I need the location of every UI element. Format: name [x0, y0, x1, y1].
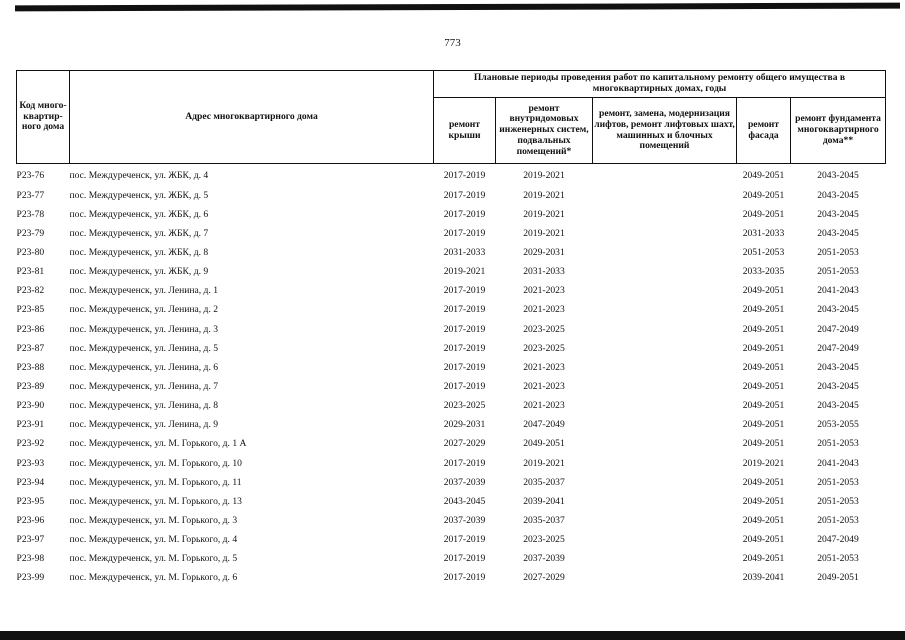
- row-code: P23-76: [16, 170, 45, 182]
- row-facade: 2039-2041: [742, 572, 785, 584]
- bottom-scan-border: [0, 631, 905, 640]
- table-row: [17, 355, 886, 374]
- row-facade: 2049-2051: [742, 400, 785, 412]
- row-facade: 2019-2021: [742, 457, 785, 469]
- header-foundation: ремонт фундамента многоквартирного дома**: [791, 98, 886, 164]
- row-engineering: 2019-2021: [523, 457, 565, 469]
- row-facade: 2049-2051: [742, 514, 785, 526]
- row-code: P23-78: [16, 208, 45, 220]
- row-address: пос. Междуреченск, ул. ЖБК, д. 4: [69, 170, 209, 182]
- header-roof: ремонт крыши: [434, 98, 496, 164]
- row-lifts: [593, 489, 737, 508]
- row-code: P23-85: [16, 304, 45, 316]
- row-engineering: 2021-2023: [523, 361, 565, 373]
- row-lifts: [593, 164, 737, 184]
- row-address: пос. Междуреченск, ул. ЖБК, д. 7: [69, 227, 209, 239]
- row-address: пос. Междуреченск, ул. М. Горького, д. 6: [69, 572, 238, 584]
- table-row: [17, 202, 886, 221]
- row-address: пос. Междуреченск, ул. Ленина, д. 9: [69, 419, 219, 431]
- row-lifts: [593, 260, 737, 279]
- row-foundation: 2051-2053: [817, 438, 859, 450]
- header-periods: Плановые периоды проведения работ по капитальному ремонту общего имущества в многоквартирных домах, годы: [434, 71, 886, 98]
- row-lifts: [593, 355, 737, 374]
- row-facade: 2049-2051: [742, 342, 785, 354]
- row-foundation: 2043-2045: [817, 304, 859, 316]
- row-engineering: 2039-2041: [523, 495, 565, 507]
- row-code: P23-77: [16, 189, 45, 201]
- row-engineering: 2037-2039: [523, 553, 565, 565]
- row-code: P23-88: [16, 361, 45, 373]
- row-lifts: [593, 202, 737, 221]
- row-code: P23-98: [16, 553, 45, 565]
- row-facade: 2049-2051: [742, 534, 785, 546]
- row-foundation: 2051-2053: [817, 246, 859, 258]
- row-facade: 2049-2051: [742, 170, 785, 182]
- row-address: пос. Междуреченск, ул. М. Горького, д. 13: [69, 495, 242, 507]
- row-roof: 2031-2033: [443, 246, 486, 258]
- row-address: пос. Междуреченск, ул. Ленина, д. 3: [69, 323, 219, 335]
- row-lifts: [593, 509, 737, 528]
- row-facade: 2049-2051: [742, 208, 785, 220]
- row-foundation: 2043-2045: [817, 208, 859, 220]
- row-code: P23-94: [16, 476, 45, 488]
- row-roof: 2019-2021: [443, 266, 486, 278]
- row-facade: 2049-2051: [742, 438, 785, 450]
- table-row: [17, 451, 886, 470]
- header-facade: ремонт фасада: [737, 98, 791, 164]
- row-lifts: [593, 470, 737, 489]
- row-engineering: 2031-2033: [523, 266, 565, 278]
- row-facade: 2049-2051: [742, 304, 785, 316]
- row-address: пос. Междуреченск, ул. М. Горького, д. 10: [69, 457, 242, 469]
- table-row: [17, 470, 886, 489]
- row-code: P23-96: [16, 514, 45, 526]
- row-code: P23-86: [16, 323, 45, 335]
- row-engineering: 2019-2021: [523, 227, 565, 239]
- row-roof: 2027-2029: [443, 438, 486, 450]
- row-foundation: 2043-2045: [817, 227, 859, 239]
- header-code: Код много-квартир-ного дома: [17, 71, 70, 164]
- table-row: [17, 375, 886, 394]
- row-address: пос. Междуреченск, ул. ЖБК, д. 6: [69, 208, 209, 220]
- row-facade: 2049-2051: [742, 285, 785, 297]
- row-foundation: 2051-2053: [817, 514, 859, 526]
- row-address: пос. Междуреченск, ул. Ленина, д. 5: [69, 342, 219, 354]
- row-foundation: 2043-2045: [817, 189, 859, 201]
- row-code: P23-79: [16, 227, 45, 239]
- row-facade: 2049-2051: [742, 476, 785, 488]
- row-facade: 2049-2051: [742, 419, 785, 431]
- row-foundation: 2043-2045: [817, 361, 859, 373]
- row-lifts: [593, 317, 737, 336]
- row-lifts: [593, 241, 737, 260]
- row-lifts: [593, 279, 737, 298]
- row-engineering: 2019-2021: [523, 208, 565, 220]
- table-row: [17, 489, 886, 508]
- repair-schedule-table: [16, 70, 886, 585]
- table-row: [17, 183, 886, 202]
- row-foundation: 2043-2045: [817, 400, 859, 412]
- row-foundation: 2043-2045: [817, 170, 859, 182]
- row-foundation: 2043-2045: [817, 380, 859, 392]
- row-lifts: [593, 451, 737, 470]
- row-code: P23-80: [16, 246, 45, 258]
- row-code: P23-82: [16, 285, 45, 297]
- row-foundation: 2051-2053: [817, 266, 859, 278]
- row-foundation: 2053-2055: [817, 419, 859, 431]
- row-engineering: 2021-2023: [523, 304, 565, 316]
- row-engineering: 2023-2025: [523, 342, 565, 354]
- table-row: [17, 432, 886, 451]
- row-address: пос. Междуреченск, ул. Ленина, д. 1: [69, 285, 219, 297]
- header-engineering: ремонт внутридомовых инженерных систем, подвальных помещений*: [496, 98, 593, 164]
- row-lifts: [593, 566, 737, 585]
- row-facade: 2049-2051: [742, 553, 785, 565]
- row-engineering: 2027-2029: [523, 572, 565, 584]
- row-roof: 2017-2019: [443, 285, 486, 297]
- row-code: P23-92: [16, 438, 45, 450]
- row-code: P23-93: [16, 457, 45, 469]
- row-lifts: [593, 413, 737, 432]
- row-engineering: 2019-2021: [523, 189, 565, 201]
- row-foundation: 2051-2053: [817, 476, 859, 488]
- table-row: [17, 164, 886, 184]
- table-row: [17, 336, 886, 355]
- row-roof: 2017-2019: [443, 189, 486, 201]
- row-code: P23-81: [16, 266, 45, 278]
- row-facade: 2049-2051: [742, 323, 785, 335]
- row-roof: 2017-2019: [443, 208, 486, 220]
- row-address: пос. Междуреченск, ул. Ленина, д. 2: [69, 304, 219, 316]
- row-roof: 2037-2039: [443, 514, 486, 526]
- row-code: P23-97: [16, 534, 45, 546]
- row-address: пос. Междуреченск, ул. ЖБК, д. 5: [69, 189, 209, 201]
- row-roof: 2017-2019: [443, 361, 486, 373]
- row-roof: 2043-2045: [443, 495, 486, 507]
- row-engineering: 2035-2037: [523, 476, 565, 488]
- row-roof: 2017-2019: [443, 227, 486, 239]
- table-row: [17, 298, 886, 317]
- table-row: [17, 260, 886, 279]
- row-roof: 2029-2031: [443, 419, 486, 431]
- row-lifts: [593, 432, 737, 451]
- row-roof: 2017-2019: [443, 553, 486, 565]
- table-body: [17, 164, 886, 586]
- table-row: [17, 394, 886, 413]
- row-engineering: 2019-2021: [523, 170, 565, 182]
- row-facade: 2031-2033: [742, 227, 785, 239]
- row-address: пос. Междуреченск, ул. ЖБК, д. 8: [69, 246, 209, 258]
- row-lifts: [593, 221, 737, 240]
- table-row: [17, 547, 886, 566]
- row-foundation: 2041-2043: [817, 457, 859, 469]
- header-lifts: ремонт, замена, модернизация лифтов, ремонт лифтовых шахт, машинных и блочных помещений: [593, 98, 737, 164]
- row-foundation: 2041-2043: [817, 285, 859, 297]
- row-code: P23-99: [16, 572, 45, 584]
- table-row: [17, 413, 886, 432]
- row-engineering: 2035-2037: [523, 514, 565, 526]
- row-engineering: 2029-2031: [523, 246, 565, 258]
- row-roof: 2023-2025: [443, 400, 486, 412]
- table-row: [17, 241, 886, 260]
- row-roof: 2017-2019: [443, 457, 486, 469]
- row-lifts: [593, 528, 737, 547]
- row-code: P23-95: [16, 495, 45, 507]
- row-engineering: 2021-2023: [523, 380, 565, 392]
- row-lifts: [593, 183, 737, 202]
- row-address: пос. Междуреченск, ул. М. Горького, д. 3: [69, 514, 238, 526]
- row-lifts: [593, 298, 737, 317]
- row-facade: 2033-2035: [742, 266, 785, 278]
- row-facade: 2049-2051: [742, 495, 785, 507]
- row-roof: 2017-2019: [443, 342, 486, 354]
- row-lifts: [593, 394, 737, 413]
- row-engineering: 2021-2023: [523, 400, 565, 412]
- row-foundation: 2049-2051: [817, 572, 859, 584]
- row-address: пос. Междуреченск, ул. М. Горького, д. 5: [69, 553, 238, 565]
- row-lifts: [593, 375, 737, 394]
- header-address: Адрес многоквартирного дома: [70, 71, 434, 164]
- row-engineering: 2049-2051: [523, 438, 565, 450]
- row-roof: 2017-2019: [443, 170, 486, 182]
- row-engineering: 2023-2025: [523, 323, 565, 335]
- row-foundation: 2047-2049: [817, 323, 859, 335]
- row-roof: 2017-2019: [443, 380, 486, 392]
- row-code: P23-91: [16, 419, 45, 431]
- row-address: пос. Междуреченск, ул. М. Горького, д. 1 А: [69, 438, 247, 450]
- row-facade: 2049-2051: [742, 361, 785, 373]
- row-engineering: 2023-2025: [523, 534, 565, 546]
- table-row: [17, 221, 886, 240]
- row-engineering: 2047-2049: [523, 419, 565, 431]
- row-address: пос. Междуреченск, ул. М. Горького, д. 4: [69, 534, 238, 546]
- row-address: пос. Междуреченск, ул. М. Горького, д. 11: [69, 476, 242, 488]
- row-foundation: 2051-2053: [817, 495, 859, 507]
- row-roof: 2017-2019: [443, 572, 486, 584]
- row-foundation: 2047-2049: [817, 342, 859, 354]
- row-lifts: [593, 336, 737, 355]
- table-row: [17, 566, 886, 585]
- row-address: пос. Междуреченск, ул. Ленина, д. 6: [69, 361, 219, 373]
- row-foundation: 2051-2053: [817, 553, 859, 565]
- row-roof: 2017-2019: [443, 304, 486, 316]
- table-row: [17, 509, 886, 528]
- row-foundation: 2047-2049: [817, 534, 859, 546]
- row-code: P23-90: [16, 400, 45, 412]
- row-address: пос. Междуреченск, ул. ЖБК, д. 9: [69, 266, 209, 278]
- row-lifts: [593, 547, 737, 566]
- row-facade: 2051-2053: [742, 246, 785, 258]
- row-code: P23-87: [16, 342, 45, 354]
- row-facade: 2049-2051: [742, 189, 785, 201]
- row-facade: 2049-2051: [742, 380, 785, 392]
- row-engineering: 2021-2023: [523, 285, 565, 297]
- top-scan-border: [15, 3, 900, 12]
- row-roof: 2017-2019: [443, 323, 486, 335]
- table-row: [17, 528, 886, 547]
- row-address: пос. Междуреченск, ул. Ленина, д. 7: [69, 380, 219, 392]
- table-row: [17, 317, 886, 336]
- row-roof: 2037-2039: [443, 476, 486, 488]
- page-number: 773: [444, 37, 461, 49]
- row-roof: 2017-2019: [443, 534, 486, 546]
- table-row: [17, 279, 886, 298]
- row-address: пос. Междуреченск, ул. Ленина, д. 8: [69, 400, 219, 412]
- row-code: P23-89: [16, 380, 45, 392]
